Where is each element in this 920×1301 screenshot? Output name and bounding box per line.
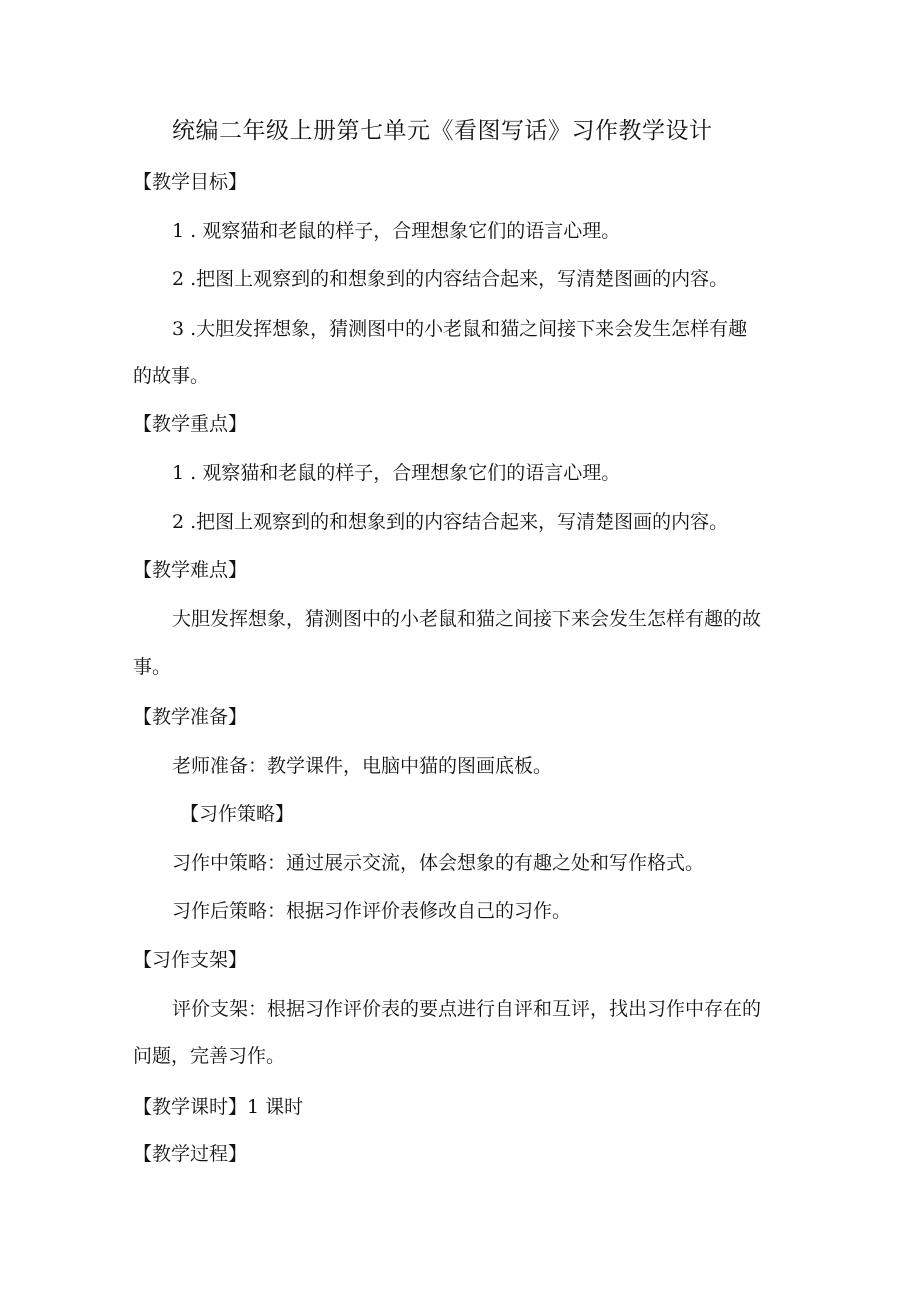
strategy-heading: 【习作策略】 bbox=[180, 803, 295, 825]
key-points-item-1: 1 . 观察猫和老鼠的样子，合理想象它们的语言心理。 bbox=[172, 462, 621, 484]
goals-heading: 【教学目标】 bbox=[133, 171, 248, 193]
support-line-1: 评价支架：根据习作评价表的要点进行自评和互评，找出习作中存在的 bbox=[172, 998, 762, 1020]
difficulties-line-2: 事。 bbox=[133, 656, 172, 678]
goals-item-2: 2 .把图上观察到的和想象到的内容结合起来，写清楚图画的内容。 bbox=[172, 268, 729, 290]
strategy-during: 习作中策略：通过展示交流，体会想象的有趣之处和写作格式。 bbox=[172, 852, 705, 874]
goals-item-1: 1 . 观察猫和老鼠的样子，合理想象它们的语言心理。 bbox=[172, 220, 621, 242]
key-points-item-2: 2 .把图上观察到的和想象到的内容结合起来，写清楚图画的内容。 bbox=[172, 511, 729, 533]
difficulties-heading: 【教学难点】 bbox=[133, 559, 248, 581]
periods-value: 1 课时 bbox=[247, 1096, 304, 1118]
key-points-heading: 【教学重点】 bbox=[133, 413, 248, 435]
goals-item-3: 3 .大胆发挥想象，猜测图中的小老鼠和猫之间接下来会发生怎样有趣 bbox=[172, 318, 748, 340]
support-line-2: 问题，完善习作。 bbox=[133, 1045, 286, 1067]
periods-row bbox=[133, 1095, 793, 1119]
document-title: 统编二年级上册第七单元《看图写话》习作教学设计 bbox=[172, 118, 713, 144]
difficulties-line-1: 大胆发挥想象，猜测图中的小老鼠和猫之间接下来会发生怎样有趣的故 bbox=[172, 608, 762, 630]
strategy-after: 习作后策略：根据习作评价表修改自己的习作。 bbox=[172, 900, 572, 922]
process-heading: 【教学过程】 bbox=[133, 1143, 248, 1165]
preparation-heading: 【教学准备】 bbox=[133, 706, 248, 728]
periods-heading: 【教学课时】 bbox=[133, 1096, 248, 1118]
goals-item-3-continued: 的故事。 bbox=[133, 365, 210, 387]
support-heading: 【习作支架】 bbox=[133, 949, 248, 971]
preparation-text: 老师准备：教学课件，电脑中猫的图画底板。 bbox=[172, 755, 553, 777]
